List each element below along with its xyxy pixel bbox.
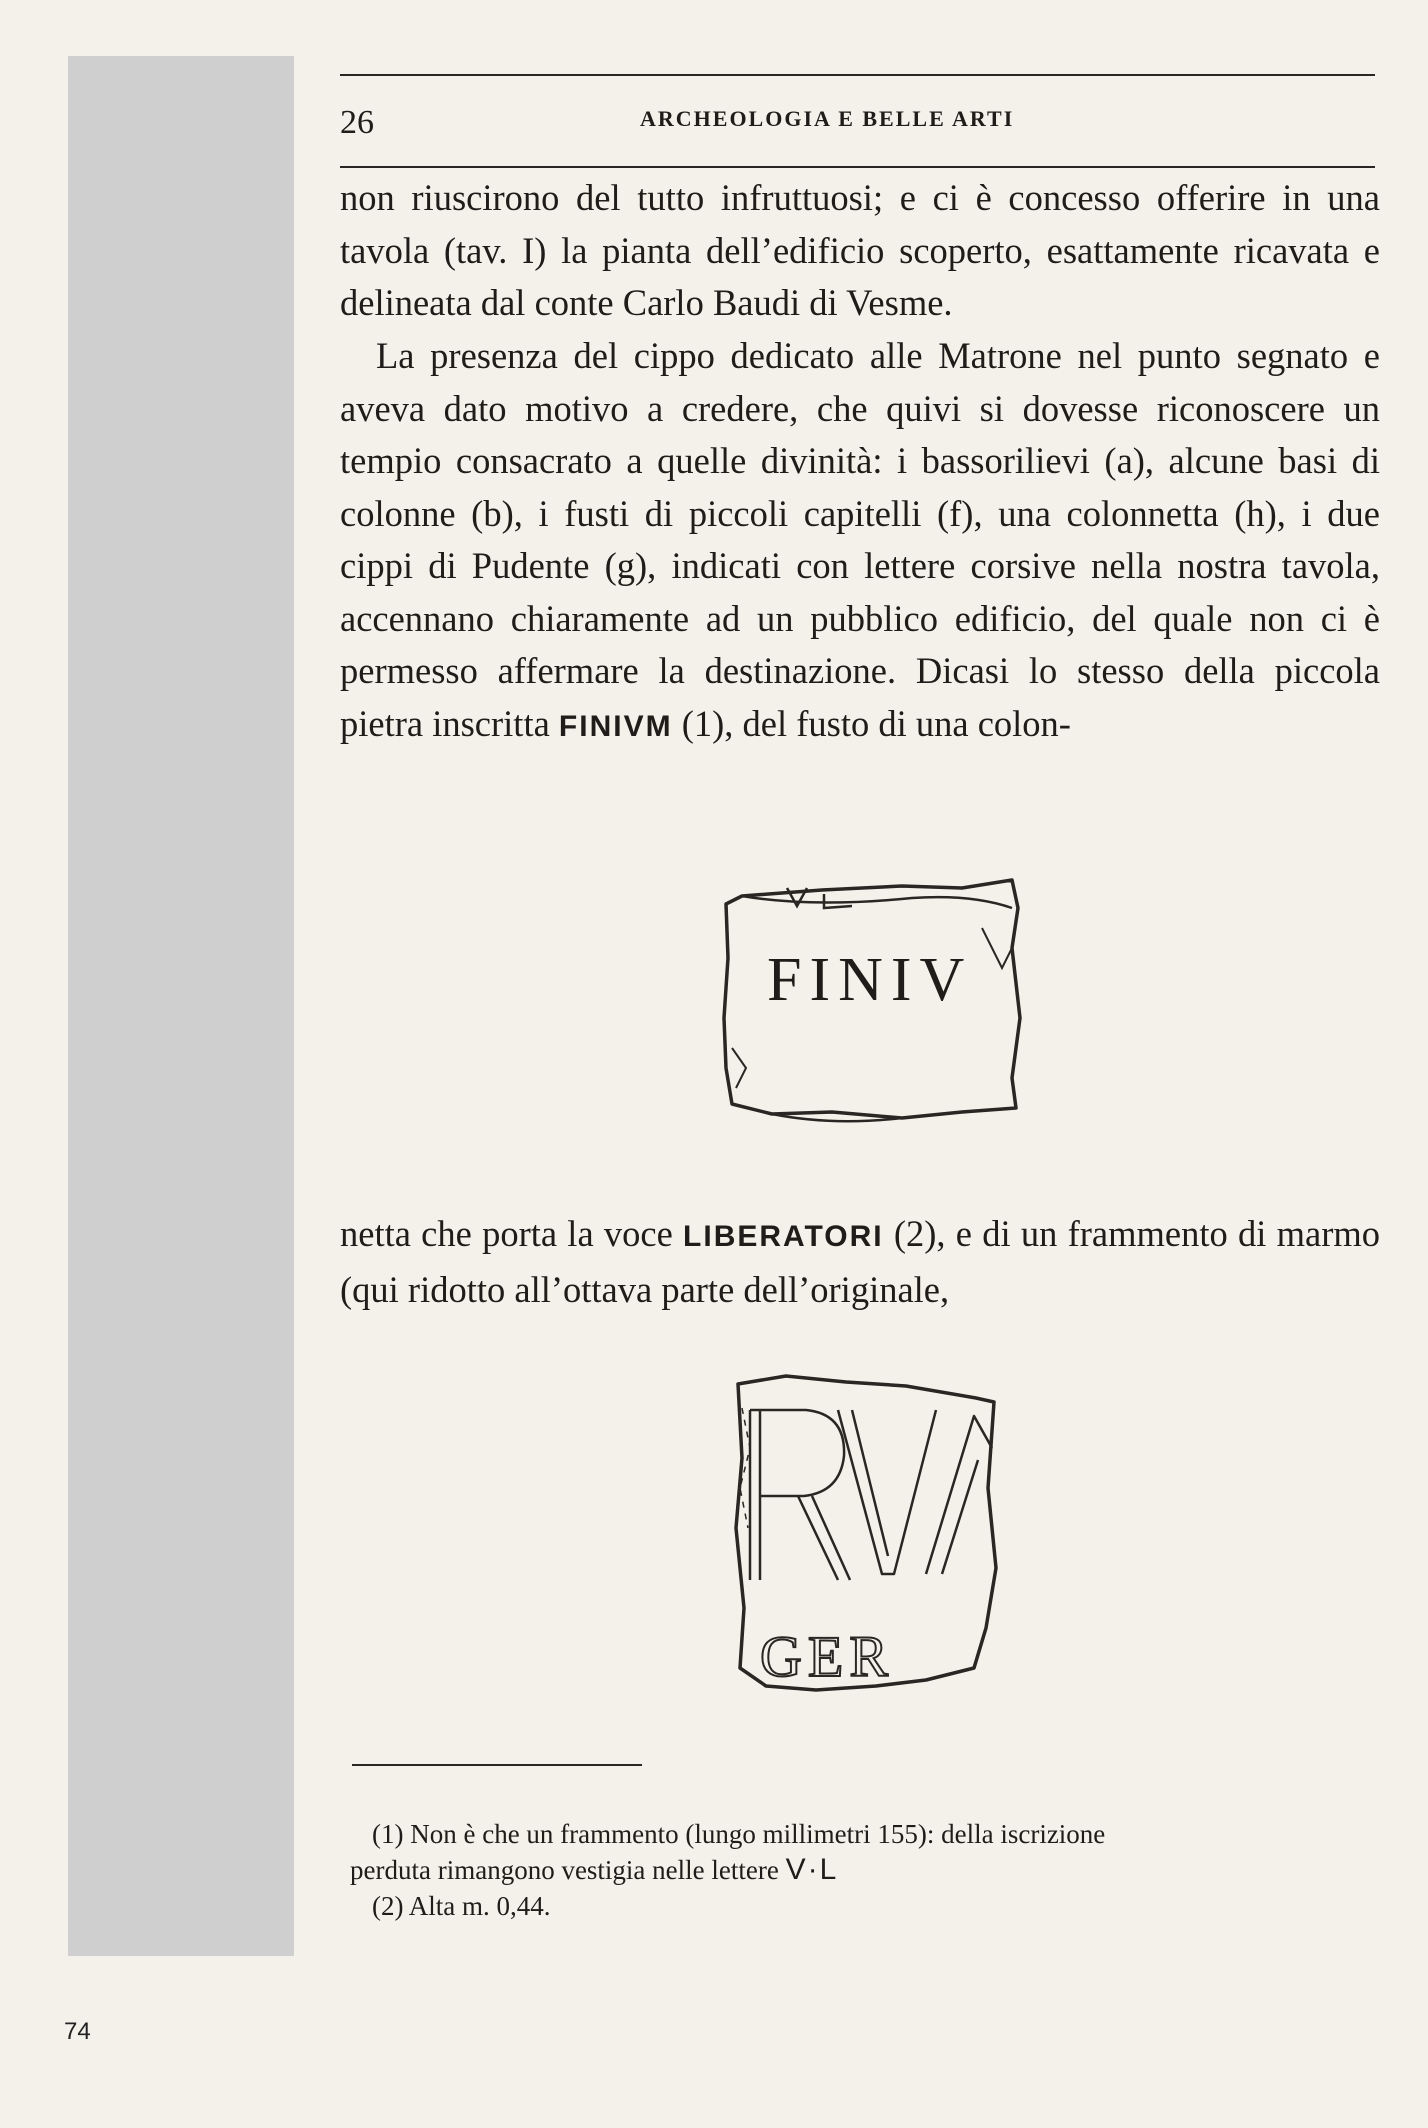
footnote-1-line-2 <box>350 1852 1392 1888</box>
paragraph-2-tail: , del fusto di una colon- <box>724 702 1071 744</box>
figure-finiv-stone <box>712 868 1032 1138</box>
figure-2-line-2: GER <box>760 1624 894 1689</box>
figure-marble-fragment <box>726 1368 1016 1698</box>
page-number: 26 <box>340 104 374 141</box>
footnote-1-line-1: (1) Non è che un frammento (lungo millimetri 155): della iscrizione <box>372 1819 1106 1849</box>
paragraph-1-text: non riuscirono del tutto infruttuosi; e ci è concesso offerire in una tavola (tav. I) la pianta dell’edificio scoperto, esattamente ricavata e delineata dal conte Carlo Baudi di Vesme. <box>340 177 1380 323</box>
paragraph-2 <box>340 330 1380 753</box>
header-rule-bottom <box>340 166 1375 168</box>
paragraph-3-before: netta che porta la voce <box>340 1213 673 1254</box>
paragraph-2-text <box>340 330 1380 753</box>
inscription-liberatori: LIBERATORI <box>683 1220 884 1253</box>
footnote-ref-1: (1) <box>681 702 725 744</box>
paragraph-3-text <box>340 1208 1380 1316</box>
footnote-1-letters: V·L <box>785 1853 839 1886</box>
footnotes <box>350 1816 1392 1924</box>
header-rule-top <box>340 74 1375 76</box>
scan-gray-margin <box>68 56 294 1956</box>
paragraph-3-after: , e di un frammento di marmo (qui ridotto all’ottava parte dell’originale, <box>340 1213 1381 1310</box>
figure-1-inscription: FINIV <box>767 946 973 1014</box>
running-head: ARCHEOLOGIA E BELLE ARTI <box>640 106 1015 131</box>
footnote-rule <box>352 1764 642 1766</box>
paragraph-3 <box>340 1208 1380 1316</box>
footnote-ref-2: (2) <box>893 1213 937 1254</box>
paragraph-1 <box>340 172 1380 330</box>
paragraph-2-body: La presenza del cippo dedicato alle Matrone nel punto segnato e aveva dato motivo a credere, che quivi si dovesse riconoscere un tempio consacrato a quelle divinità: i bassorilievi (a), alcune basi di colonne (b), i fusti di piccoli capitelli (f), una colonnetta (h), i due cippi di Pudente (g), indicati con lettere corsive nella nostra tavola, accennano chiaramente ad un pubblico edificio, del quale non ci è permesso affermare la destinazione. Dicasi lo stesso della piccola pietra inscritta <box>340 335 1380 744</box>
outer-page-number: 74 <box>64 2018 91 2045</box>
inscription-finivm: FINIVM <box>558 709 673 743</box>
figure-2-line-1: RVA <box>726 1368 728 1369</box>
footnote-2: (2) Alta m. 0,44. <box>372 1891 551 1921</box>
footnote-1-line-2-text: perduta rimangono vestigia nelle lettere <box>350 1855 779 1885</box>
